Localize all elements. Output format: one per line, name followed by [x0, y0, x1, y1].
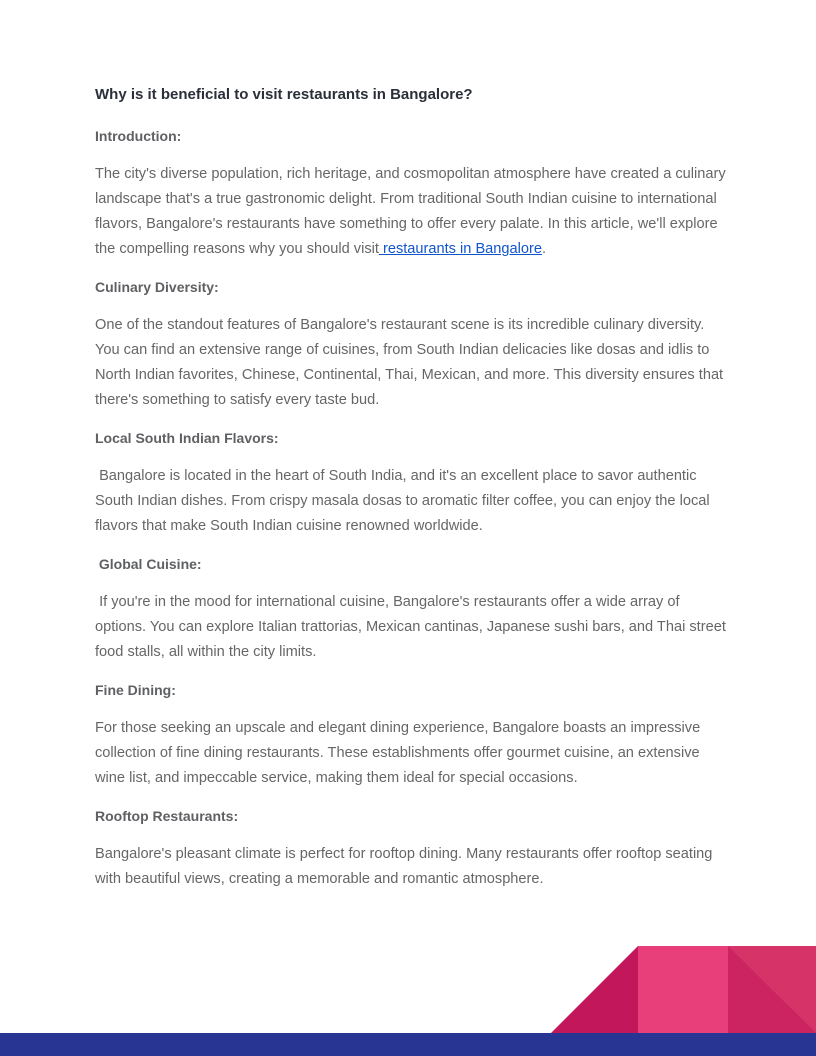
section-heading-culinary-diversity: Culinary Diversity: — [95, 279, 219, 295]
section-paragraph-fine-dining: For those seeking an upscale and elegant dining experience, Bangalore boasts an impressive collection of fine dining restaurants. These establishments offer gourmet cuisine, an extensive wine list, and impeccable service, making them ideal for special occasions. — [95, 720, 701, 786]
section-heading-fine-dining: Fine Dining: — [95, 682, 176, 698]
dark-pink-triangle — [551, 946, 638, 1033]
decorative-corner-shapes — [551, 946, 816, 1033]
section-paragraph-global-cuisine: If you're in the mood for international cuisine, Bangalore's restaurants offer a wide array of options. You can explore Italian trattorias, Mexican cantinas, Japanese sushi bars, and Thai street food stalls, all within the city limits. — [95, 594, 730, 660]
document-body — [95, 83, 730, 905]
section-heading-rooftop: Rooftop Restaurants: — [95, 808, 239, 824]
section-paragraph-culinary-diversity: One of the standout features of Bangalore's restaurant scene is its incredible culinary diversity. You can find an extensive range of cuisines, from South Indian delicacies like dosas and idlis to North Indian favorites, Chinese, Continental, Thai, Mexican, and more. This diversity ensures that there's something to satisfy every taste bud. — [95, 317, 724, 408]
section-heading-global-cuisine: Global Cuisine: — [95, 556, 202, 572]
pink-block — [638, 946, 728, 1033]
restaurants-in-bangalore-link[interactable]: restaurants in Bangalore — [378, 241, 542, 257]
section-paragraph-rooftop: Bangalore's pleasant climate is perfect for rooftop dining. Many restaurants offer rooftop seating with beautiful views, creating a memorable and romantic atmosphere. — [95, 846, 713, 887]
page-title: Why is it beneficial to visit restaurants in Bangalore? — [95, 86, 473, 103]
section-paragraph-local-flavors: Bangalore is located in the heart of South India, and it's an excellent place to savor authentic South Indian dishes. From crispy masala dosas to aromatic filter coffee, you can enjoy the local flavors that make South Indian cuisine renowned worldwide. — [95, 468, 714, 534]
section-heading-introduction: Introduction: — [95, 128, 182, 144]
footer-bar — [0, 1033, 816, 1056]
intro-text-end: . — [541, 241, 547, 257]
section-heading-local-flavors: Local South Indian Flavors: — [95, 430, 279, 446]
section-paragraph-introduction — [95, 162, 727, 262]
intro-text: The city's diverse population, rich heritage, and cosmopolitan atmosphere have created a culinary landscape that's a true gastronomic delight. From traditional South Indian cuisine to international flavors, Bangalore's restaurants have something to offer every palate. In this article, we'll explore the compelling reasons why you should visit — [95, 166, 726, 257]
